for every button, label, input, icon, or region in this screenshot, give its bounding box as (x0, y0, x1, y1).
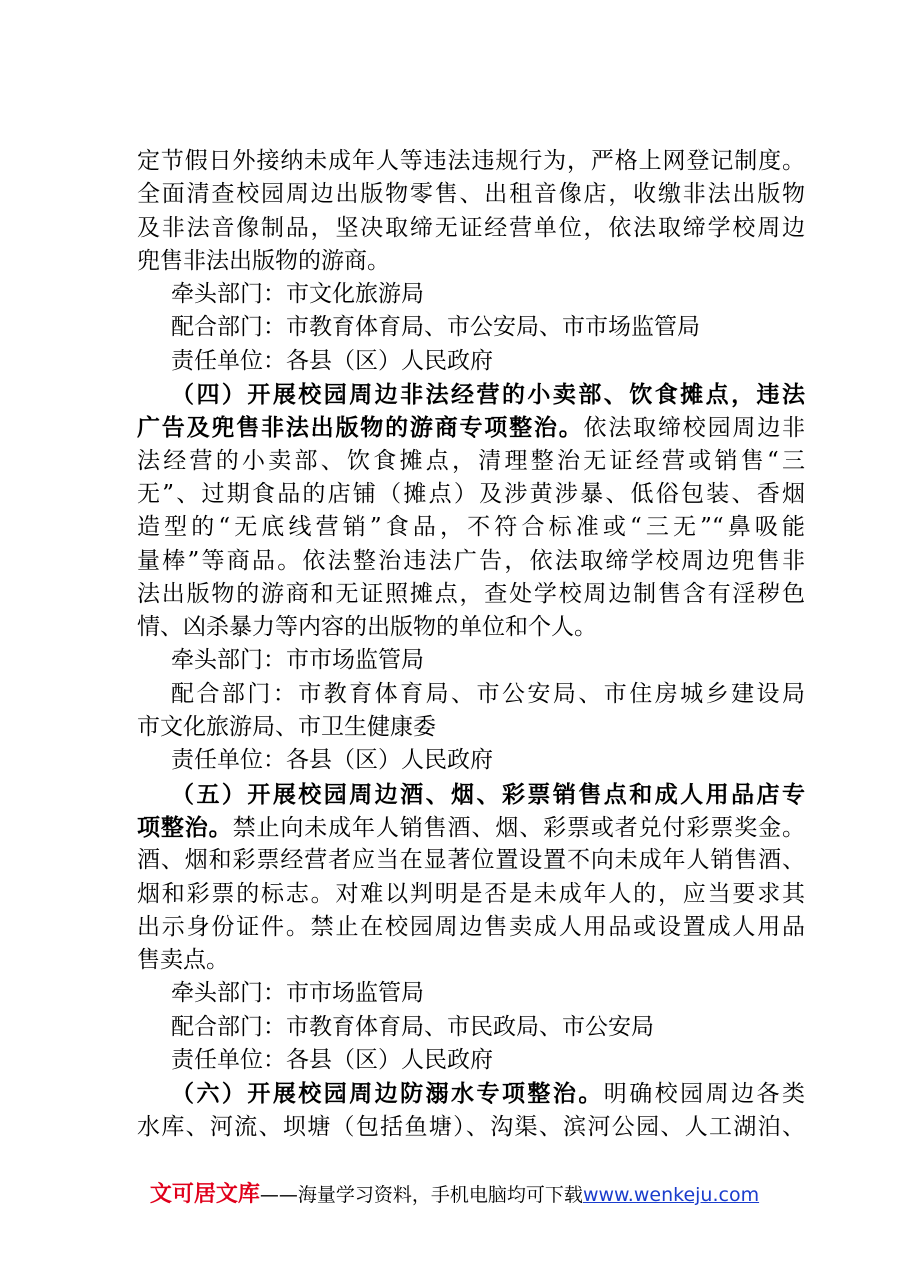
text-line (137, 278, 805, 311)
text-run: 全面清查校园周边出版物零售、出租音像店，收缴非法出版物 (137, 181, 805, 208)
section-heading: （六）开展校园周边防溺水专项整治。 (171, 1080, 604, 1108)
text-run: 法出版物的游商和无证照摊点，查处学校周边制售含有淫秽色 (137, 580, 805, 607)
text-run: 无”、过期食品的店铺（摊点）及涉黄涉暴、低俗包装、香烟 (137, 480, 805, 507)
text-line (137, 1011, 805, 1044)
text-run: 及非法音像制品，坚决取缔无证经营单位，依法取缔学校周边 (137, 214, 805, 241)
text-line (137, 778, 805, 811)
text-line (137, 678, 805, 711)
cooperating-department-line: 配合部门：市教育体育局、市民政局、市公安局 (171, 1013, 654, 1040)
text-line (137, 212, 805, 245)
text-line (137, 878, 805, 911)
text-run: 烟和彩票的标志。对难以判明是否是未成年人的，应当要求其 (137, 880, 805, 907)
document-body (137, 145, 805, 1144)
text-line (137, 644, 805, 677)
text-line (137, 911, 805, 944)
responsible-unit-line: 责任单位：各县（区）人民政府 (171, 1047, 493, 1074)
responsible-unit-line: 责任单位：各县（区）人民政府 (171, 347, 493, 374)
text-line (137, 744, 805, 777)
text-line (137, 145, 805, 178)
text-line (137, 1111, 805, 1144)
text-line (137, 977, 805, 1010)
text-line (137, 245, 805, 278)
lead-department-line: 牵头部门：市市场监管局 (171, 647, 424, 674)
text-line (137, 944, 805, 977)
section-heading: （四）开展校园周边非法经营的小卖部、饮食摊点，违法 (171, 381, 805, 409)
section-heading: （五）开展校园周边酒、烟、彩票销售点和成人用品店专 (171, 780, 805, 808)
footer-banner (0, 1180, 909, 1210)
text-run: 市文化旅游局、市卫生健康委 (137, 714, 436, 741)
text-run: 水库、河流、坝塘（包括鱼塘）、沟渠、滨河公园、人工湖泊、 (137, 1113, 805, 1140)
text-run: 造型的“无底线营销”食品，不符合标准或“三无”“鼻吸能 (137, 514, 805, 541)
text-line (137, 811, 805, 844)
text-line (137, 378, 805, 411)
text-run: 法经营的小卖部、饮食摊点，清理整治无证经营或销售“三 (137, 447, 805, 474)
text-line (137, 345, 805, 378)
text-line (137, 511, 805, 544)
text-run: 禁止向未成年人销售酒、烟、彩票或者兑付彩票奖金。 (232, 814, 805, 841)
footer-slogan: ——海量学习资料，手机电脑均可下载 (259, 1184, 583, 1206)
text-run: 定节假日外接纳未成年人等违法违规行为，严格上网登记制度。 (137, 148, 805, 174)
text-line (137, 1044, 805, 1077)
text-line (137, 445, 805, 478)
cooperating-department-line: 配合部门：市教育体育局、市公安局、市住房城乡建设局 (171, 680, 805, 707)
text-line (137, 311, 805, 344)
text-line (137, 411, 805, 444)
text-line (137, 1077, 805, 1110)
brand-name: 文可居文库 (149, 1182, 260, 1207)
text-run: 明确校园周边各类 (603, 1081, 805, 1108)
text-run: 出示身份证件。禁止在校园周边售卖成人用品或设置成人用品 (137, 913, 805, 940)
text-line (137, 611, 805, 644)
responsible-unit-line: 责任单位：各县（区）人民政府 (171, 747, 493, 774)
text-line (137, 844, 805, 877)
text-run: 酒、烟和彩票经营者应当在显著位置设置不向未成年人销售酒、 (137, 847, 805, 874)
text-run: 售卖点。 (137, 947, 229, 974)
text-line (137, 478, 805, 511)
text-run: 量棒”等商品。依法整治违法广告，依法取缔学校周边兜售非 (137, 547, 805, 574)
lead-department-line: 牵头部门：市市场监管局 (171, 980, 424, 1007)
cooperating-department-line: 配合部门：市教育体育局、市公安局、市市场监管局 (171, 314, 700, 341)
text-line (137, 578, 805, 611)
text-line (137, 545, 805, 578)
section-heading: 广告及兜售非法出版物的游商专项整治。 (137, 414, 584, 442)
text-line (137, 711, 805, 744)
text-run: 兜售非法出版物的游商。 (137, 247, 390, 274)
section-heading: 项整治。 (137, 813, 233, 841)
lead-department-line: 牵头部门：市文化旅游局 (171, 281, 424, 308)
text-run: 情、凶杀暴力等内容的出版物的单位和个人。 (137, 614, 597, 641)
website-link[interactable]: www.wenkeju.com (582, 1184, 760, 1206)
text-run: 依法取缔校园周边非 (583, 415, 805, 442)
text-line (137, 178, 805, 211)
